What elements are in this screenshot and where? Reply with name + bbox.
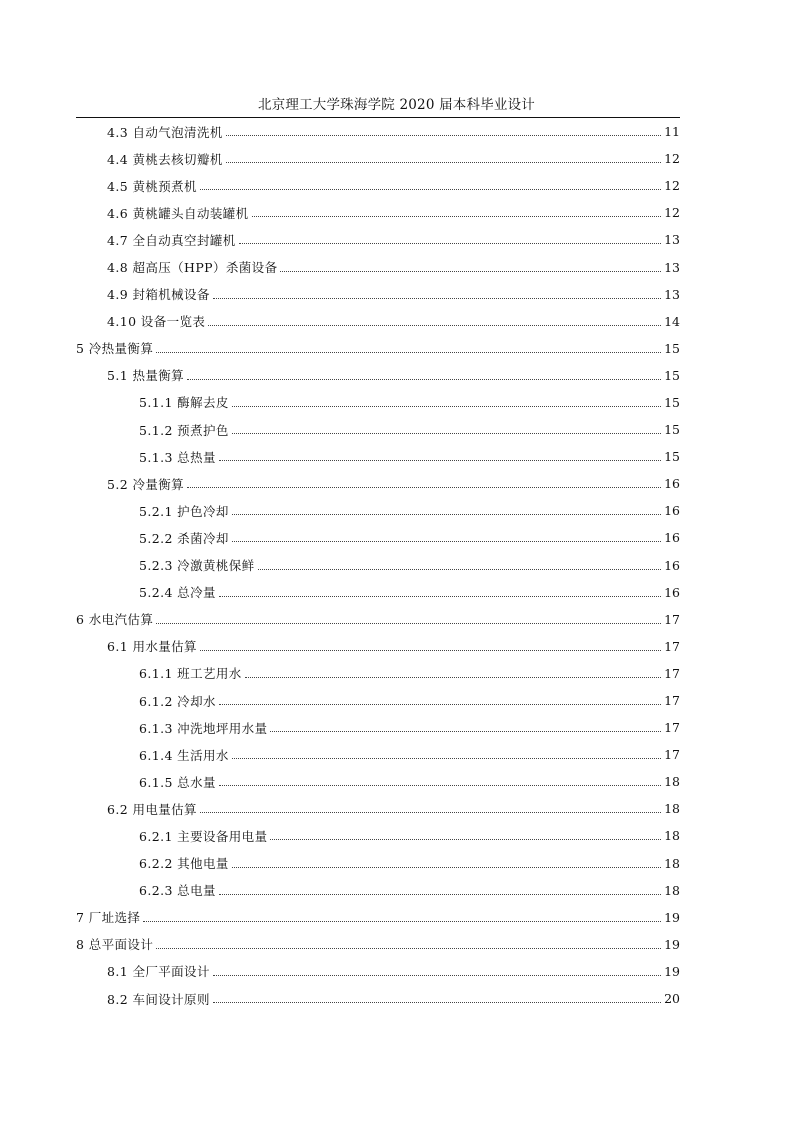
toc-entry[interactable]: [76, 199, 680, 226]
toc-entry[interactable]: [76, 443, 680, 470]
toc-entry-label: 6 水电汽估算: [76, 612, 154, 628]
toc-entry[interactable]: [76, 308, 680, 335]
toc-dot-leader: [245, 677, 661, 678]
toc-entry-label: 5.2.1 护色冷却: [139, 503, 229, 519]
toc-dot-leader: [156, 948, 661, 949]
toc-dot-leader: [213, 1002, 661, 1003]
toc-entry[interactable]: [76, 877, 680, 904]
toc-entry-label: 5.2.4 总冷量: [139, 585, 216, 601]
toc-dot-leader: [258, 569, 662, 570]
toc-dot-leader: [232, 514, 661, 515]
toc-entry-label: 8 总平面设计: [76, 937, 154, 953]
toc-entry[interactable]: [76, 795, 680, 822]
toc-dot-leader: [187, 487, 661, 488]
toc-entry-label: 6.2 用电量估算: [107, 801, 197, 817]
toc-dot-leader: [270, 731, 661, 732]
toc-entry-label: 6.1.3 冲洗地坪用水量: [139, 720, 268, 736]
toc-entry[interactable]: [76, 985, 680, 1012]
toc-dot-leader: [200, 812, 661, 813]
toc-entry-label: 4.9 封箱机械设备: [107, 287, 210, 303]
toc-entry-label: 5.2 冷量衡算: [107, 476, 185, 492]
toc-entry-page-number: 16: [664, 476, 680, 492]
toc-entry-label: 4.4 黄桃去核切瓣机: [107, 151, 223, 167]
toc-dot-leader: [226, 135, 661, 136]
toc-entry-label: 4.8 超高压（HPP）杀菌设备: [107, 260, 278, 276]
toc-entry[interactable]: [76, 389, 680, 416]
toc-entry[interactable]: [76, 281, 680, 308]
toc-entry-page-number: 18: [664, 882, 680, 898]
toc-entry-page-number: 13: [664, 259, 680, 275]
toc-entry-page-number: 16: [664, 503, 680, 519]
toc-entry-label: 4.5 黄桃预煮机: [107, 178, 197, 194]
toc-dot-leader: [280, 271, 661, 272]
toc-entry[interactable]: [76, 958, 680, 985]
toc-entry[interactable]: [76, 172, 680, 199]
toc-entry-page-number: 18: [664, 801, 680, 817]
toc-dot-leader: [232, 758, 661, 759]
toc-entry-label: 6.2.3 总电量: [139, 883, 216, 899]
toc-entry-label: 4.7 全自动真空封罐机: [107, 232, 236, 248]
toc-dot-leader: [232, 406, 661, 407]
toc-dot-leader: [252, 216, 662, 217]
toc-entry-page-number: 19: [664, 963, 680, 979]
toc-entry[interactable]: [76, 822, 680, 849]
toc-entry[interactable]: [76, 118, 680, 145]
toc-entry-page-number: 18: [664, 828, 680, 844]
toc-entry-label: 8.1 全厂平面设计: [107, 964, 210, 980]
toc-dot-leader: [239, 243, 661, 244]
toc-entry-label: 4.6 黄桃罐头自动装罐机: [107, 205, 249, 221]
toc-entry-page-number: 15: [664, 340, 680, 356]
toc-entry-label: 5 冷热量衡算: [76, 341, 154, 357]
toc-entry[interactable]: [76, 524, 680, 551]
toc-dot-leader: [232, 867, 661, 868]
running-header-title: 北京理工大学珠海学院 2020 届本科毕业设计: [257, 97, 536, 113]
toc-entry[interactable]: [76, 335, 680, 362]
toc-entry-label: 8.2 车间设计原则: [107, 991, 210, 1007]
toc-entry-label: 5.1 热量衡算: [107, 368, 185, 384]
toc-entry[interactable]: [76, 850, 680, 877]
toc-entry-page-number: 14: [664, 313, 680, 329]
toc-entry-label: 5.2.3 冷激黄桃保鲜: [139, 558, 255, 574]
toc-entry[interactable]: [76, 741, 680, 768]
toc-entry-label: 4.3 自动气泡清洗机: [107, 124, 223, 140]
toc-entry[interactable]: [76, 226, 680, 253]
toc-entry[interactable]: [76, 714, 680, 741]
toc-entry-label: 5.1.3 总热量: [139, 449, 216, 465]
toc-entry-page-number: 11: [664, 124, 680, 140]
toc-entry-label: 6.1.2 冷却水: [139, 693, 216, 709]
toc-entry-page-number: 18: [664, 774, 680, 790]
toc-dot-leader: [200, 650, 661, 651]
toc-entry-page-number: 15: [664, 422, 680, 438]
toc-entry-label: 6.1 用水量估算: [107, 639, 197, 655]
toc-entry[interactable]: [76, 253, 680, 280]
toc-dot-leader: [219, 460, 661, 461]
toc-entry-page-number: 17: [664, 665, 680, 681]
toc-dot-leader: [187, 379, 661, 380]
toc-entry[interactable]: [76, 145, 680, 172]
toc-entry-label: 5.1.1 酶解去皮: [139, 395, 229, 411]
toc-entry-page-number: 19: [664, 909, 680, 925]
toc-entry-page-number: 13: [664, 286, 680, 302]
toc-entry-label: 6.1.5 总水量: [139, 774, 216, 790]
toc-dot-leader: [270, 839, 661, 840]
toc-dot-leader: [143, 921, 661, 922]
toc-entry-page-number: 17: [664, 747, 680, 763]
toc-entry[interactable]: [76, 470, 680, 497]
toc-entry-label: 6.2.1 主要设备用电量: [139, 828, 268, 844]
toc-entry-page-number: 15: [664, 394, 680, 410]
toc-entry[interactable]: [76, 660, 680, 687]
toc-dot-leader: [156, 623, 661, 624]
toc-entry-page-number: 12: [664, 151, 680, 167]
toc-entry-page-number: 19: [664, 936, 680, 952]
toc-entry[interactable]: [76, 416, 680, 443]
toc-entry-label: 4.10 设备一览表: [107, 314, 206, 330]
toc-entry[interactable]: [76, 606, 680, 633]
toc-entry[interactable]: [76, 931, 680, 958]
toc-entry-page-number: 15: [664, 367, 680, 383]
toc-dot-leader: [226, 162, 661, 163]
toc-entry-label: 6.1.4 生活用水: [139, 747, 229, 763]
toc-entry-page-number: 15: [664, 449, 680, 465]
table-of-contents: [76, 118, 680, 1012]
toc-dot-leader: [213, 975, 661, 976]
toc-entry-page-number: 17: [664, 693, 680, 709]
toc-entry[interactable]: [76, 552, 680, 579]
toc-dot-leader: [200, 189, 661, 190]
toc-entry[interactable]: [76, 633, 680, 660]
toc-entry[interactable]: [76, 687, 680, 714]
toc-dot-leader: [213, 298, 661, 299]
toc-entry-page-number: 12: [664, 205, 680, 221]
toc-entry-label: 5.2.2 杀菌冷却: [139, 530, 229, 546]
toc-entry-page-number: 17: [664, 638, 680, 654]
toc-entry-label: 5.1.2 预煮护色: [139, 422, 229, 438]
toc-entry[interactable]: [76, 497, 680, 524]
toc-dot-leader: [232, 541, 661, 542]
toc-dot-leader: [219, 785, 661, 786]
toc-entry[interactable]: [76, 362, 680, 389]
toc-dot-leader: [219, 894, 661, 895]
toc-entry-label: 7 厂址选择: [76, 910, 141, 926]
toc-entry-page-number: 12: [664, 178, 680, 194]
toc-dot-leader: [219, 704, 661, 705]
toc-entry-page-number: 18: [664, 855, 680, 871]
toc-entry[interactable]: [76, 904, 680, 931]
toc-dot-leader: [156, 352, 661, 353]
toc-entry-page-number: 17: [664, 611, 680, 627]
toc-dot-leader: [208, 325, 661, 326]
toc-dot-leader: [219, 596, 661, 597]
toc-entry-page-number: 20: [664, 991, 680, 1007]
toc-entry-label: 6.2.2 其他电量: [139, 856, 229, 872]
toc-entry[interactable]: [76, 579, 680, 606]
toc-entry-page-number: 17: [664, 720, 680, 736]
toc-dot-leader: [232, 433, 661, 434]
toc-entry-label: 6.1.1 班工艺用水: [139, 666, 242, 682]
toc-entry-page-number: 16: [664, 584, 680, 600]
toc-entry-page-number: 16: [664, 557, 680, 573]
toc-entry-page-number: 16: [664, 530, 680, 546]
toc-entry[interactable]: [76, 768, 680, 795]
toc-entry-page-number: 13: [664, 232, 680, 248]
